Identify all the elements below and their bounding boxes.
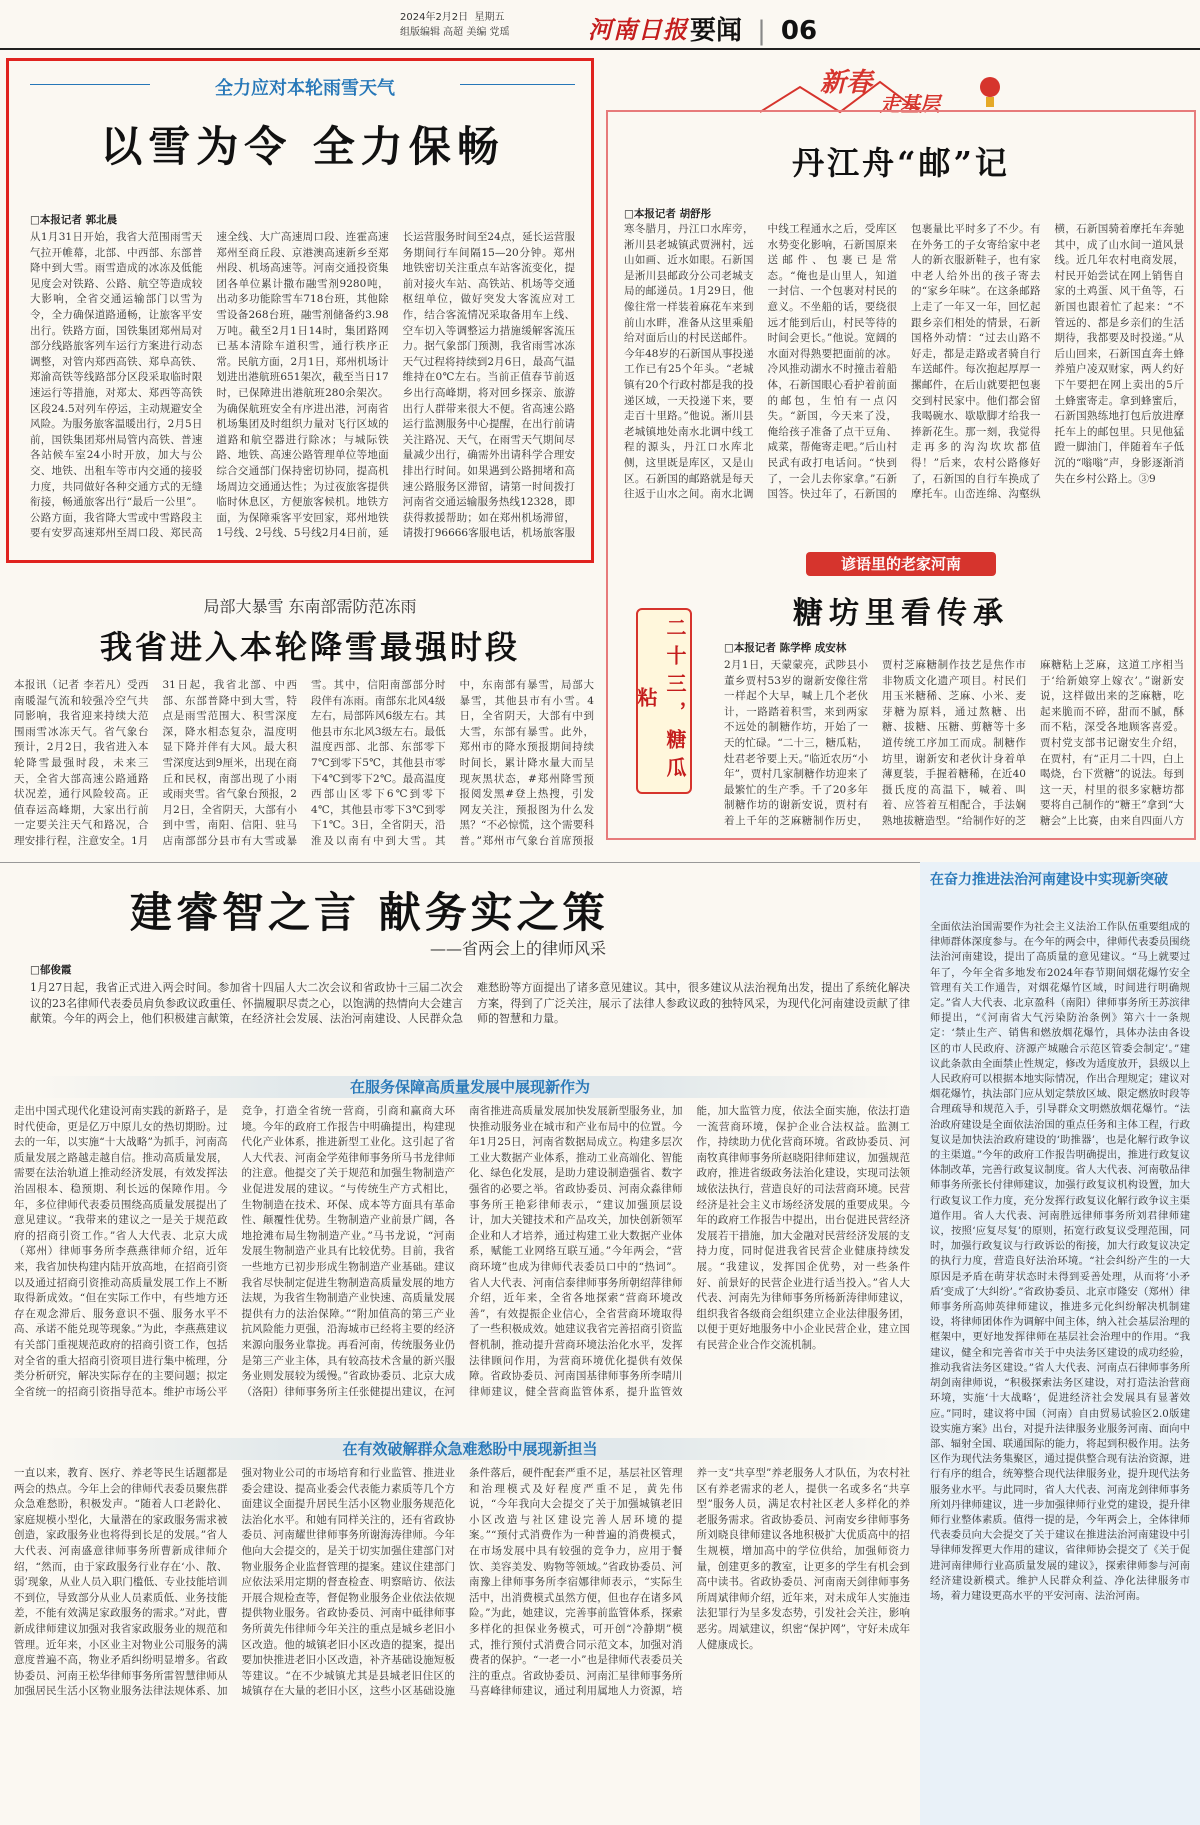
story4-body: 2月1日，天蒙蒙亮，武陟县小董乡贾村53岁的谢新安像往常一样起个大早，喊上几个老伙计，一路踏着积雪，来到两家不远处的制糖作坊，开始了一天的忙碌。“二十三，糖瓜粘，灶君老爷要上天。”临近农历“小年”，贾村几家制糖作坊迎来了最繁忙的生产季。千了20多年制糖作坊的谢新安说，贾村有着上千年的芝麻糖制作历史，贾村芝麻糖制作技艺是焦作市非物质文化遗产项目。村民们用玉米糖稀、芝麻、小米、麦芽糖为原料，通过熬糖、出糖、拔糖、压糖、剪糖等十多道传统工序加工而成。制糖作坊里，谢新安和老伙计身着单薄夏装，手握着糖稀，在近40摄氏度的高温下，喊着、叫着、应答着互相配合，手法娴熟地拔糖造型。“给制作好的芝麻糖粘上芝麻，这道工序相当于‘给新娘穿上嫁衣’。”谢新安说，这样做出来的芝麻糖，吃起来脆而不碎，甜而不腻，酥而不粘，深受各地顾客喜爱。贾村党支部书记谢安生介绍，在贾村，有“正月二十四，白上喝烧，台下赏糖”的说法。每到这一天，村里的很多家糖坊都要将自己制作的“糖王”拿到“大糖会”上比赛，由来自四面八方 — [724, 659, 1184, 827]
story2-body: 本报讯（记者 李若凡）受西南暖湿气流和较强冷空气共同影响，我省迎来持续大范围雨雪冰冻天气。省气象台预计，2月2日，我省进入本轮降雪最强时段，未来三天，全省大部高速公路通路状况差，通行风险较高。正值春运高峰期，大家出行前一定要关注天气和路况，合理安排行程，注意安全。1月31日起，我省北部、中西部、东部普降中到大雪，特点是雨雪范围大、积雪深度深，降水相态复杂，温度明显下降并伴有大风。最大积雪深度达到9厘米，出现在商丘和民权，南部出现了小雨或雨夹雪。省气象台预报，2月2日，全省阴天，大部有小到中雪，南阳、信阳、驻马店南部部分县市有大雪或暴雪。其中，信阳南部部分时段伴有冻雨。南部东北风4级左右，局部阵风6级左右。其他县市东北风3级左右。最低温度西部、北部、东部零下7℃到零下5℃，其他县市零下4℃到零下2℃。最高温度西部山区零下6℃到零下4℃，其他县市零下3℃到零下1℃。3日，全省阴天，沿淮及以南有中到大雪。其中，东南部有暴雪，局部大暴雪，其他县市有小雪。4日，全省阴天，大部有中到大雪，东部有暴雪。此外，郑州市的降水预报期间持续时间长，累计降水量大而呈现灰黑状态，#郑州降雪预报阅发黑#登上热搜，引发网友关注，预报图为什么发黑？“不必惊慌，这个需要科普。”郑州市气象台首席预报 — [14, 679, 594, 847]
story5-title: 建睿智之言 献务实之策 — [130, 888, 609, 937]
header-rule — [0, 48, 1200, 50]
story1-body: 从1月31日开始，我省大范围雨雪天气拉开帷幕，北部、中西部、东部普降中到大雪。雨雪造成的冰冻及低能见度会对铁路、公路、航空等造成较大影响，全省交通运输部门以雪为令，全力确保道路通畅，让旅客平安出行。铁路方面，国铁集团郑州局对部分线路旅客列车运行方案进行动态调整，对管内郑西高铁、郑阜高铁、郑渝高铁等线路部分区段采取临时限速运行等措施，对郑太、郑西等高铁区段24.5对列车停运，主动规避安全风险。为服务旅客温暖出行，2月5日前，国铁集团郑州局管内高铁、普速各站候车室24小时开放，加大与公交、地铁、出租车等市内交通的接驳力度，共同做好各种交通方式的无缝衔接，畅通旅客出行“最后一公里”。公路方面，我省降大雪或中雪路段主要有安罗高速郑州至周口段、郑民高速全线、大广高速周口段、连霍高速郑州至商丘段、京港澳高速新乡至郑州段、机场高速等。河南交通投资集团各单位累计撒布融雪剂9280吨，出动多功能除雪车718台班，其他除雪设备268台班，融雪剂储备约3.98万吨。截至2月1日14时，集团路网已基本清除车道积雪，通行秩序正常。民航方面，2月1日，郑州机场计划进出港航班651架次，截至当日17时，已保障进出港航班280余架次。为确保航班安全有序进出港，河南省机场集团及时组织力量对飞行区域的道路和航空器进行除冰；与城际铁路、地铁、高速公路管理单位等地面综合交通部门保持密切协同，提高机场周边交通通达性；为过夜旅客提供临时休息区，方便旅客候机。地铁方面，为保障乘客平安回家，郑州地铁1号线、2号线、5号线2月4日前，延长运营服务时间至24点，延长运营服务期间行车间隔15—20分钟。郑州地铁密切关注重点车站客流变化，提前对接火车站、高铁站、机场等交通枢纽单位，做好突发大客流应对工作，结合客流情况采取备用车上线、空车切入等调整运力措施缓解客流压力。据气象部门预测，我省雨雪冰冻天气过程将持续到2月6日，最高气温维持在0℃左右。当前正值春节前返乡出行高峰期，将对回乡探亲、旅游出行人群带来很大不便。省高速公路运行监测服务中心提醒，在出行前请关注路况、天气，在雨雪天气期间尽量减少出行，确需外出请科学合理安排出行时间。如果遇到公路拥堵和高速公路服务区滞留，请第一时间拨打河南省交通运输服务热线12328，即获得救援帮助；如在郑州机场滞留，请拨打96666客服电话，机场旅客服 — [30, 231, 575, 540]
story1-kicker: 全力应对本轮雨雪天气 — [215, 78, 395, 99]
section-title: 要闻 | 06 — [690, 16, 818, 46]
kicker-line-left — [30, 84, 150, 85]
story5-right-body: 全面依法治国需要作为社会主义法治工作队伍重要组成的律师群体深度参与。在今年的两会中，律师代表委员围绕法治河南建设，提出了高质量的意见建议。“马上就要过年了，今年全省多地发布2024年春节期间烟花爆竹安全管理有关工作通告，对烟花爆竹区域，时间进行明确规定。”省人大代表、北京盈科（南阳）律师事务所王苏滨律师提出，“《河南省大气污染防治条例》第六十一条规定：‘禁止生产、销售和燃放烟花爆竹，具体办法由各设区的市人民政府、济源产城融合示范区管委会制定’。”建议此条款由全面禁止性规定，修改为适度放开，县级以上人民政府可以根据本地实际情况，作出合理规定；建议对烟花爆竹，执法部门应从划定禁放区域、限定燃放时段等合理疏导和规范入手，引导群众文明燃放烟花爆竹。“法治政府建设是全面依法治国的重点任务和主体工程，行政复议是加快法治政府建设的‘助推器’，也是化解行政争议的主渠道。”今年的政府工作报告明确提出，推进行政复议体制改革，完善行政复议制度。省人大代表、河南敬品律师事务所张长付律师建议，加强行政复议机构设置，加大行政复议工作力度，充分发挥行政复议化解行政争议主渠道作用。省人大代表、河南胜远律师事务所刘君律师建议，按照‘应复尽复’的原则，拓宽行政复议受理范围，同时，加强行政复议与行政诉讼的衔接，加大行政复议决定的执行力度，营造良好法治环境。“社会纠纷产生的一大原因是矛盾在萌芽状态时未得到妥善处理，从而将‘小矛盾’变成了‘大纠纷’。”省政协委员、北京市隆安（郑州）律师事务所高帅英律师建议，推进多元化纠纷解决机制建设，将律师团体作为调解中间主体，纳入社会基层治理的框架中，更好地发挥律师在基层社会治理中的作用。“我建议，健全和完善省市关于中央法务区建设的成功经验，推动我省法务区建设。”省人大代表、河南点石律师事务所胡剑南律师说，“积极探索法务区建设，对打造法治营商环境，实施‘十大战略’，促进经济社会发展具有显著效应。”同时，建议将中国（河南）自由贸易试验区2.0版建设实施方案》出台，对提升法律服务业服务河南、面向中部、辐射全国、联通国际的能力，将起到积极作用。法务区作为现代法务集聚区，通过提供整合现有法治资源，进行有序的组合，统筹整合现代法律服务业，提升现代法务服务业水平。与此同时，省人大代表、河南龙剑律师事务所刘丹律师建议，进一步加强律师行业党的建设，提升律师行业整体素质。值得一提的是，今年两会上，全体律师代表委员向大会提交了关于建议在推进法治河南建设中引导律师发挥更大作用的建议，省律师协会提交了《关于促进河南律师行业高质量发展的建议》，探索律师参与河南经济建设新模式。维护人民群众利益、净化法律服务市场，着力建设更高水平的平安河南、法治河南。 — [930, 921, 1190, 1602]
story3-byline: □本报记者 胡舒彤 — [624, 208, 712, 220]
story5-intro: 1月27日起，我省正式进入两会时间。参加省十四届人大二次会议和省政协十三届二次会议的23名律师代表委员肩负参政议政重任、怀揣履职尽责之心，以饱满的热情向大会建言献策。今年的两会上，他们积极建言献策，在经济社会发展、法治河南建设、人民群众急难愁盼等方面提出了诸多意见建议。其中，很多建议从法治视角出发，提出了系统化解决方案，得到了广泛关注，展示了法律人参政议政的独特风采，为现代化河南建设贡献了律师的智慧和力量。 — [30, 981, 910, 1026]
story3-body: 寒冬腊月，丹江口水库旁，淅川县老城镇武贾洲村，远山如画、近水如眼。石新国是淅川县邮政分公司老城支局的邮递员。1月29日，他像往常一样装着麻花车来到前山水畔，准备从这里乘船给对面后山的村民送邮件。今年48岁的石新国从事投递工作已有25个年头。“老城镇有20个行政村都是我的投递区域，一天投递下来，要走百十里路。”他说。淅川县老城镇地处南水北调中线工程的源头，丹江口水库北侧，这里既是库区，又是山区。石新国的邮路就是每天往返于山水之间。南水北调中线工程通水之后，受库区水势变化影响，石新国原来送邮件、包裹已是常态。“俺也是山里人，知道一封信、一个包裹对村民的意义。不坐船的话，要绕很远才能到后山，村民等待的时间会更长。”他说。宽阔的水面对得熟要把面前的冰。冷风推动湖水不时撞击着船体，石新国眼心看护着前面的邮包，生怕有一点闪失。“新国，今天来了没，俺给孩子准备了点干豆角、咸菜，帮俺寄走吧。”后山村民武有政打电话问。“快到了，一会儿去你家拿。”石新国答。快过年了，石新国的包裹量比平时多了不少。有在外务工的子女寄给家中老人的新衣服新鞋子，也有家中老人给外出的孩子寄去的“家乡年味”。在这条邮路上走了一年又一年，回忆起跟乡亲们相处的情景，石新国格外动情：“过去山路不好走，都是走路或者骑自行车送邮件。每次抱起厚厚一摞邮件，在后山就要把包裹交到村民家中。他们都会留我喝碗水、歇歇脚才给我一捧新花生。那一刻，我觉得走再多的沟沟坎坎都值得！”后来，农村公路修好了，石新国的自行车换成了摩托车。山峦连绵、沟壑纵横，石新国骑着摩托车奔驰其中，成了山水间一道风景线。近几年农村电商发展，村民开始尝试在网上销售自家的土鸡蛋、风干鱼等，石新国也跟着忙了起来：“不管远的、都是乡亲们的生活期待，我都要及时投递。”从后山回来，石新国直奔土蜂养殖户凌双财家，两人约好下午要把在网上卖出的5斤土蜂蜜寄走。拿到蜂蜜后，石新国熟练地打包后放进摩托车上的邮包里。只见他猛蹬一脚油门，伴随着车子低沉的“嗡嗡”声，身影逐渐消失在乡村公路上。③9 — [624, 223, 1184, 501]
story5-subhead-1: 在服务保障高质量发展中展现新作为 — [30, 1076, 910, 1098]
story5-section1-body: 走出中国式现代化建设河南实践的新路子，是时代使命，更是亿万中原儿女的热切期盼。过去的一年，以实施“十大战略”为抓手，河南高质量发展之路越走越自信。推动高质量发展，需要在法治轨道上推动经济发展，有效发挥法治固根本、稳预期、利长远的保障作用。今年，多位律师代表委员围绕高质量发展提出了意见建议。“我带来的建议之一是关于规范政府的招商引资工作。”省人大代表、北京大成（郑州）律师事务所李燕燕律师介绍，近年来，我省加快构建内陆开放高地，在招商引资以及通过招商引资推动高质量发展工作上不断取得新成效。“但在实际工作中，有些地方还存在观念滞后、服务意识不强、服务水平不高、承诺不能兑现等现象。”为此，李燕燕建议有关部门重视规范政府的招商引资工作，包括对全省的重大招商引资项目进行集中梳理，分类分析研究，解决实际存在的主要问题；拟定全省统一的招商引资指导范本。维护市场公平竞争，打造全省统一营商，引商和赢商大环境。今年的政府工作报告中明确提出，构建现代化产业体系，推进新型工业化。这引起了省人大代表、河南金学苑律师事务所马书龙律师的注意。他提交了关于规范和加强生物制造产业促进发展的建议。“与传统生产方式相比，生物制造在技术、环保、成本等方面具有革命性、颠覆性优势。生物制造产业前景广阔，各地抢滩布局生物制造产业。”马书龙说，“河南发展生物制造产业具有比较优势。目前，我省一些地方已初步形成生物制造产业基础。建议我省尽快制定促进生物制造高质量发展的地方法规，为我省生物制造产业快速、高质量发展提供有力的法治保障。”“附加值高的第三产业抗风险能力更强，沿海城市已经将主要的经济来源向服务业靠拢。再看河南，传统服务业仍是第三产业主体，具有较高技术含量的新兴服务业则发展较为缓慢。”省政协委员、北京大成（洛阳）律师事务所主任张健提出建议，在河南省推进高质量发展加快发展新型服务业，加快推动服务业在城市和产业布局中的位置。今年1月25日，河南省数据局成立。构建多层次工业大数据产业体系，推动工业高端化、智能化、绿色化发展，是助力建设制造强省、数字强省的必要之举。省政协委员、河南众淼律师事务所王艳彩律师表示，“建议加强顶层设计，加大关键技术和产品攻关，加快创新领军企业和人才培养，通过构建工业大数据产业体系，赋能工业网络互联互通。”今年两会，“营商环境”也成为律师代表委员口中的“热词”。省人大代表、河南信泰律师事务所朝绍萍律师介绍，近年来，全省各地探索“营商环境改善”，有效提振企业信心，全省营商环境取得了一些积极成效。她建议我省完善招商引资监督机制，推动提升营商环境法治化水平，发挥法律顾问作用，为营商环境优化提供有效保障。省政协委员、河南国基律师事务所李晴川律师建议，健全营商监管体系，提升监管效能，加大监管力度，依法全面实施，依法打造一流营商环境，保护企业合法权益。监测工作，持续助力优化营商环境。省政协委员、河南牧真律师事务所赵晓阳律师建议，加强规范政府，推进省级政务法治化建设，实现司法领域依法执行，营造良好的司法营商环境。民营经济是社会主义市场经济发展的重要成果。今年的政府工作报告中提出，出台促进民营经济发展若干措施，加大金融对民营经济发展的支持力度，同时促进我省民营企业健康持续发展。“我建议，发挥国企优势，对一些条件好、前景好的民营企业进行适当投入。”省人大代表、河南先为律师事务所杨新涛律师建议，组织我省各级商会组织建立企业法律服务团，以便于更好地服务中小企业民营企业，建立国有民营企业合作交流机制。 — [14, 1105, 910, 1398]
story1-byline: □本报记者 郭北晨 — [30, 214, 118, 226]
story4-title: 糖坊里看传承 — [793, 596, 1009, 631]
kicker-line-right — [460, 84, 575, 85]
story5-subhead-2: 在有效破解群众急难愁盼中展现新担当 — [30, 1438, 910, 1460]
page-number: 06 — [780, 16, 818, 46]
story1-kicker-row — [30, 74, 575, 99]
header-weekday: 星期五 — [474, 12, 505, 23]
story5-section2-body: 一直以来，教育、医疗、养老等民生话题都是两会的热点。今年上会的律师代表委员聚焦群众急难愁盼，积极发声。“随着人口老龄化、家庭规模小型化，大量潜在的家政服务需求被创造，家政服务业也将得到长足的发展。”省人大代表、河南盛意律师事务所曹新成律师介绍，“然而，由于家政服务行业存在‘小、散、弱’现象，从业人员入职门槛低、专业技能培训不到位，导致部分从业人员素质低、业务技能差，不能有效满足家政服务的需求。”对此，曹新成律师建议加强对我省家政服务业的规范和管理。近年来，小区业主对物业公司服务的满意度普遍不高，物业矛盾纠纷明显增多。省政协委员、河南王松华律师事务所雷智慧律师从加强居民生活小区物业服务法律法规体系、加强对物业公司的市场培育和行业监管、推进业委会建设、提高业委会代表能力素质等几个方面建议全面提升居民生活小区物业服务规范化法治化水平。和她有同样关注的，还有省政协委员、河南耀世律师事务所谢海涛律师。今年他向大会提交的，是关于切实加强住建部门对物业服务企业监督管理的提案。建议住建部门应依法采用定期的督查检查、明察暗访、依法开展合规检查等，督促物业服务企业依法依规提供物业服务。省政协委员、河南中砥律师事务所黄先伟律师今年关注的重点是城乡老旧小区改造。他的城镇老旧小区改造的提案，提出要加快推进老旧小区改造，补齐基础设施短板等建议。“在不少城镇尤其是县城老旧住区的城镇存在大量的老旧小区，这些小区基础设施条件落后，硬件配套严重不足，基层社区管理和治理模式及好程度严重不足，黄先伟说，“今年我向大会提交了关于加强城镇老旧小区改造与社区建设完善人居环境的提案。”“预付式消费作为一种普遍的消费模式，在市场发展中具有较强的竞争力，应用于餐饮、美容美发、购物等领域。”省政协委员、河南豫上律师事务所李宿娜律师表示，“实际生活中，出消费模式虽然方便，但也存在诸多风险。”为此，她建议，完善事前监管体系，探索多样化的担保业务模式，可开创“冷静期”模式，推行预付式消费合同示范文本，加强对消费者的保护。“一老一小”也是律师代表委员关注的重点。省政协委员、河南汇星律师事务所马喜峰律师建议，通过利用属地人力资源，培养一支“共享型”养老服务人才队伍，为农村社区有养老需求的老人，提供一名或多名“共享型”服务人员，满足农村社区老人多样化的养老服务需求。省政协委员、河南安乡律师事务所刘晓良律师建议各地积极扩大优质高中的招生规模，增加高中的学位供给，加强师资力量，创建更多的教室，让更多的学生有机会到高中读书。省政协委员、河南南天剑律师事务所周斌律师介绍，近年来，对未成年人实施违法犯罪行为呈多发态势，引发社会关注，影响恶劣。周斌建议，织密“保护网”，守好未成年人健康成长。 — [14, 1467, 910, 1698]
story2-kicker: 局部大暴雪 东南部需防范冻雨 — [203, 597, 417, 616]
banner-word-grassroots: 走基层 — [880, 92, 940, 116]
header-meta — [400, 10, 580, 40]
story5-subtitle: ——省两会上的律师风采 — [430, 939, 607, 958]
header-editors: 组版编辑 高超 美编 党瑶 — [400, 27, 510, 38]
story5-byline: □郁俊霞 — [30, 964, 72, 976]
story4-byline: □本报记者 陈学桦 成安林 — [724, 642, 847, 654]
story1-title: 以雪为令 全力保畅 — [100, 122, 505, 171]
story5-right-kicker: 在奋力推进法治河南建设中实现新突破 — [930, 872, 1168, 888]
header-date: 2024年2月2日 — [400, 12, 469, 23]
story2-title: 我省进入本轮降雪最强时段 — [99, 628, 520, 666]
story4-kicker: 谚语里的老家河南 — [806, 552, 996, 576]
section-name: 要闻 — [690, 16, 743, 46]
story3-title: 丹江舟“邮”记 — [792, 144, 1010, 182]
newspaper-logo: 河南日报 — [588, 15, 688, 44]
banner-word-new-spring: 新春 — [820, 68, 873, 98]
proverb-vertical-box: 二十三，糖瓜粘 — [636, 608, 692, 794]
